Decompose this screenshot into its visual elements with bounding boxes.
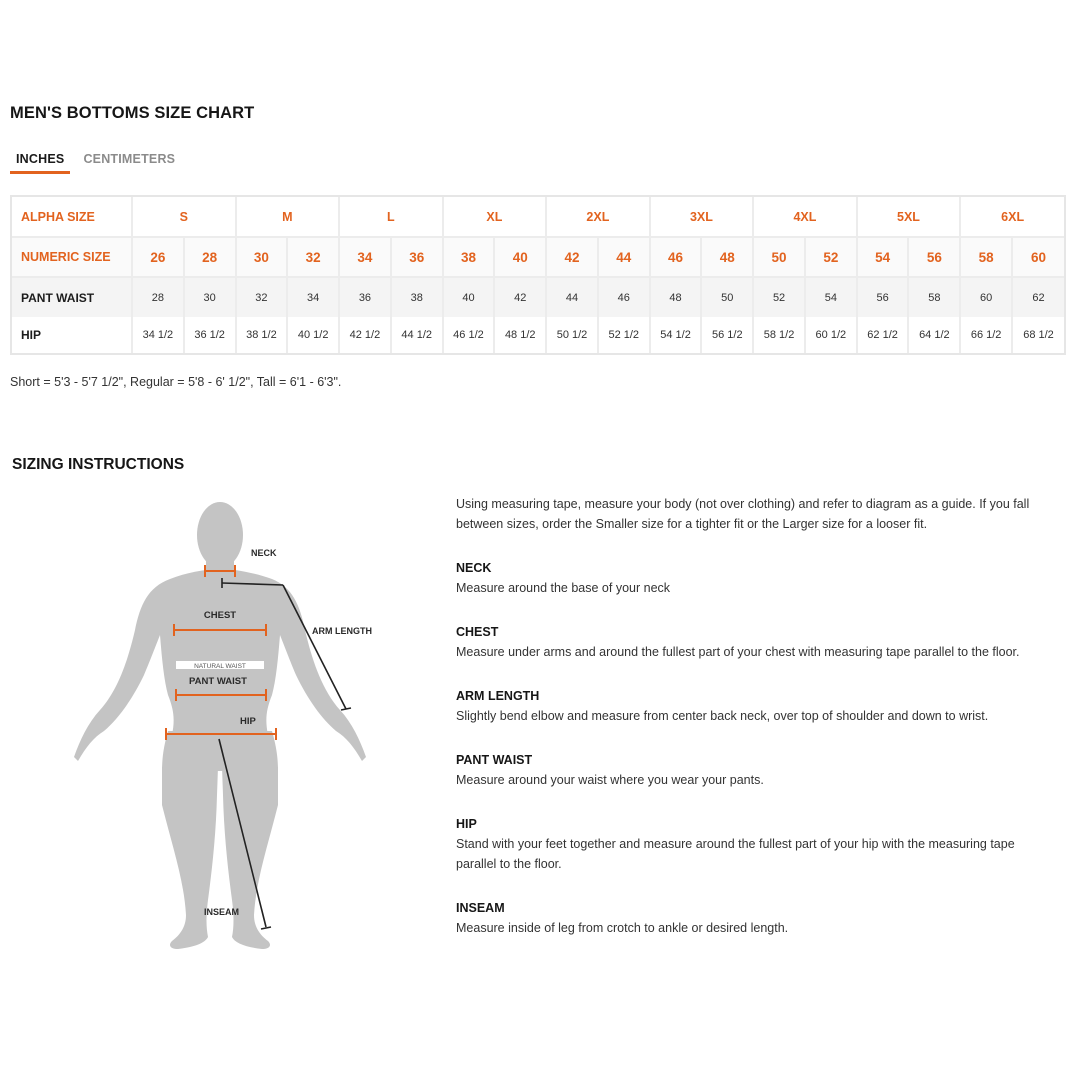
- numeric-size-cell: 46: [650, 237, 702, 277]
- diagram-label-pant-waist: PANT WAIST: [189, 676, 247, 687]
- instruction-title: PANT WAIST: [456, 753, 533, 767]
- hip-cell: 40 1/2: [287, 317, 339, 353]
- pant-waist-row: [12, 277, 1064, 317]
- length-note: Short = 5'3 - 5'7 1/2", Regular = 5'8 - 6' 1/2", Tall = 6'1 - 6'3".: [10, 375, 342, 389]
- body-silhouette: [74, 502, 366, 949]
- page-title: MEN'S BOTTOMS SIZE CHART: [10, 104, 255, 122]
- diagram-label-arm-length: ARM LENGTH: [312, 626, 372, 636]
- instruction-text: Measure around the base of your neck: [456, 581, 671, 595]
- alpha-size-row: [12, 197, 1064, 237]
- pant-waist-cell: 40: [443, 277, 495, 317]
- pant-waist-cell: 58: [908, 277, 960, 317]
- pant-waist-cell: 38: [391, 277, 443, 317]
- diagram-label-hip: HIP: [240, 716, 256, 727]
- pant-waist-cell: 30: [184, 277, 236, 317]
- instruction-text: Measure around your waist where you wear your pants.: [456, 773, 764, 787]
- hip-cell: 52 1/2: [598, 317, 650, 353]
- hip-cell: 50 1/2: [546, 317, 598, 353]
- instruction-item: [456, 622, 1056, 662]
- numeric-size-cell: 52: [805, 237, 857, 277]
- sizing-instructions-title: SIZING INSTRUCTIONS: [12, 456, 185, 473]
- numeric-size-cell: 28: [184, 237, 236, 277]
- instruction-item: [456, 814, 1056, 874]
- numeric-size-row: [12, 237, 1064, 277]
- pant-waist-cell: 44: [546, 277, 598, 317]
- instruction-item: [456, 750, 1056, 790]
- instruction-text: Slightly bend elbow and measure from center back neck, over top of shoulder and down to wrist.: [456, 709, 989, 723]
- numeric-size-cell: 58: [960, 237, 1012, 277]
- hip-cell: 38 1/2: [236, 317, 288, 353]
- pant-waist-cell: 60: [960, 277, 1012, 317]
- pant-waist-cell: 42: [494, 277, 546, 317]
- alpha-size-label: ALPHA SIZE: [12, 197, 132, 237]
- instruction-item: [456, 558, 1056, 598]
- pant-waist-cell: 28: [132, 277, 184, 317]
- instruction-title: ARM LENGTH: [456, 689, 540, 703]
- instruction-text: Measure inside of leg from crotch to ankle or desired length.: [456, 921, 789, 935]
- numeric-size-cell: 34: [339, 237, 391, 277]
- instruction-text: Measure under arms and around the fullest part of your chest with measuring tape parallel to the floor.: [456, 645, 1020, 659]
- body-silhouette-svg: [60, 495, 400, 960]
- pant-waist-cell: 54: [805, 277, 857, 317]
- alpha-size-cell: 3XL: [650, 197, 754, 237]
- pant-waist-label: PANT WAIST: [12, 277, 132, 317]
- alpha-size-cell: 4XL: [753, 197, 857, 237]
- instruction-title: CHEST: [456, 625, 499, 639]
- numeric-size-cell: 50: [753, 237, 805, 277]
- numeric-size-cell: 38: [443, 237, 495, 277]
- hip-cell: 66 1/2: [960, 317, 1012, 353]
- sizing-intro: Using measuring tape, measure your body (not over clothing) and refer to diagram as a guide. If you fall between sizes, order the Smaller size for a tighter fit or the Larger size for a looser fit.: [456, 497, 1030, 531]
- instruction-title: HIP: [456, 817, 477, 831]
- unit-tabs: [10, 150, 181, 174]
- alpha-size-cell: 2XL: [546, 197, 650, 237]
- numeric-size-cell: 48: [701, 237, 753, 277]
- numeric-size-cell: 60: [1012, 237, 1064, 277]
- body-measurement-diagram: [60, 495, 400, 960]
- hip-cell: 58 1/2: [753, 317, 805, 353]
- hip-cell: 64 1/2: [908, 317, 960, 353]
- pant-waist-cell: 48: [650, 277, 702, 317]
- alpha-size-cell: 6XL: [960, 197, 1064, 237]
- instruction-item: [456, 898, 1056, 938]
- instruction-title: NECK: [456, 561, 492, 575]
- hip-row: [12, 317, 1064, 353]
- hip-label: HIP: [12, 317, 132, 353]
- diagram-label-neck: NECK: [251, 548, 277, 558]
- size-chart-table: [10, 195, 1066, 355]
- hip-cell: 54 1/2: [650, 317, 702, 353]
- instruction-text: Stand with your feet together and measure around the fullest part of your hip with the measuring tape parallel to the floor.: [456, 837, 1015, 871]
- instruction-item: [456, 686, 1056, 726]
- diagram-label-natural-waist: NATURAL WAIST: [194, 663, 246, 670]
- sizing-instructions: [456, 494, 1056, 962]
- pant-waist-cell: 62: [1032, 291, 1045, 304]
- numeric-size-cell: 30: [236, 237, 288, 277]
- hip-cell: 56 1/2: [701, 317, 753, 353]
- pant-waist-cell: 32: [236, 277, 288, 317]
- pant-waist-cell: 50: [701, 277, 753, 317]
- pant-waist-cell: 52: [753, 277, 805, 317]
- alpha-size-cell: XL: [443, 197, 547, 237]
- hip-cell: 68 1/2: [1023, 329, 1054, 341]
- alpha-size-cell: S: [132, 197, 236, 237]
- alpha-size-cell: 5XL: [857, 197, 961, 237]
- hip-cell: 42 1/2: [339, 317, 391, 353]
- tab-inches[interactable]: INCHES: [10, 150, 70, 174]
- hip-cell: 36 1/2: [184, 317, 236, 353]
- numeric-size-cell: 36: [391, 237, 443, 277]
- diagram-label-inseam: INSEAM: [204, 907, 240, 917]
- numeric-size-cell: 44: [598, 237, 650, 277]
- diagram-label-chest: CHEST: [203, 610, 237, 621]
- alpha-size-cell: M: [236, 197, 340, 237]
- numeric-size-cell: 42: [546, 237, 598, 277]
- numeric-size-cell: 56: [908, 237, 960, 277]
- pant-waist-cell: 46: [598, 277, 650, 317]
- hip-cell: 48 1/2: [494, 317, 546, 353]
- hip-cell: 44 1/2: [391, 317, 443, 353]
- tab-centimeters[interactable]: CENTIMETERS: [83, 152, 176, 166]
- numeric-size-cell: 40: [494, 237, 546, 277]
- hip-cell: 60 1/2: [805, 317, 857, 353]
- instruction-title: INSEAM: [456, 901, 505, 915]
- hip-cell: 62 1/2: [857, 317, 909, 353]
- pant-waist-cell: 36: [339, 277, 391, 317]
- hip-cell: 34 1/2: [132, 317, 184, 353]
- numeric-size-label: NUMERIC SIZE: [12, 237, 132, 277]
- pant-waist-cell: 56: [857, 277, 909, 317]
- numeric-size-cell: 26: [132, 237, 184, 277]
- pant-waist-cell: 34: [287, 277, 339, 317]
- numeric-size-cell: 32: [287, 237, 339, 277]
- alpha-size-cell: L: [339, 197, 443, 237]
- hip-cell: 46 1/2: [443, 317, 495, 353]
- numeric-size-cell: 54: [857, 237, 909, 277]
